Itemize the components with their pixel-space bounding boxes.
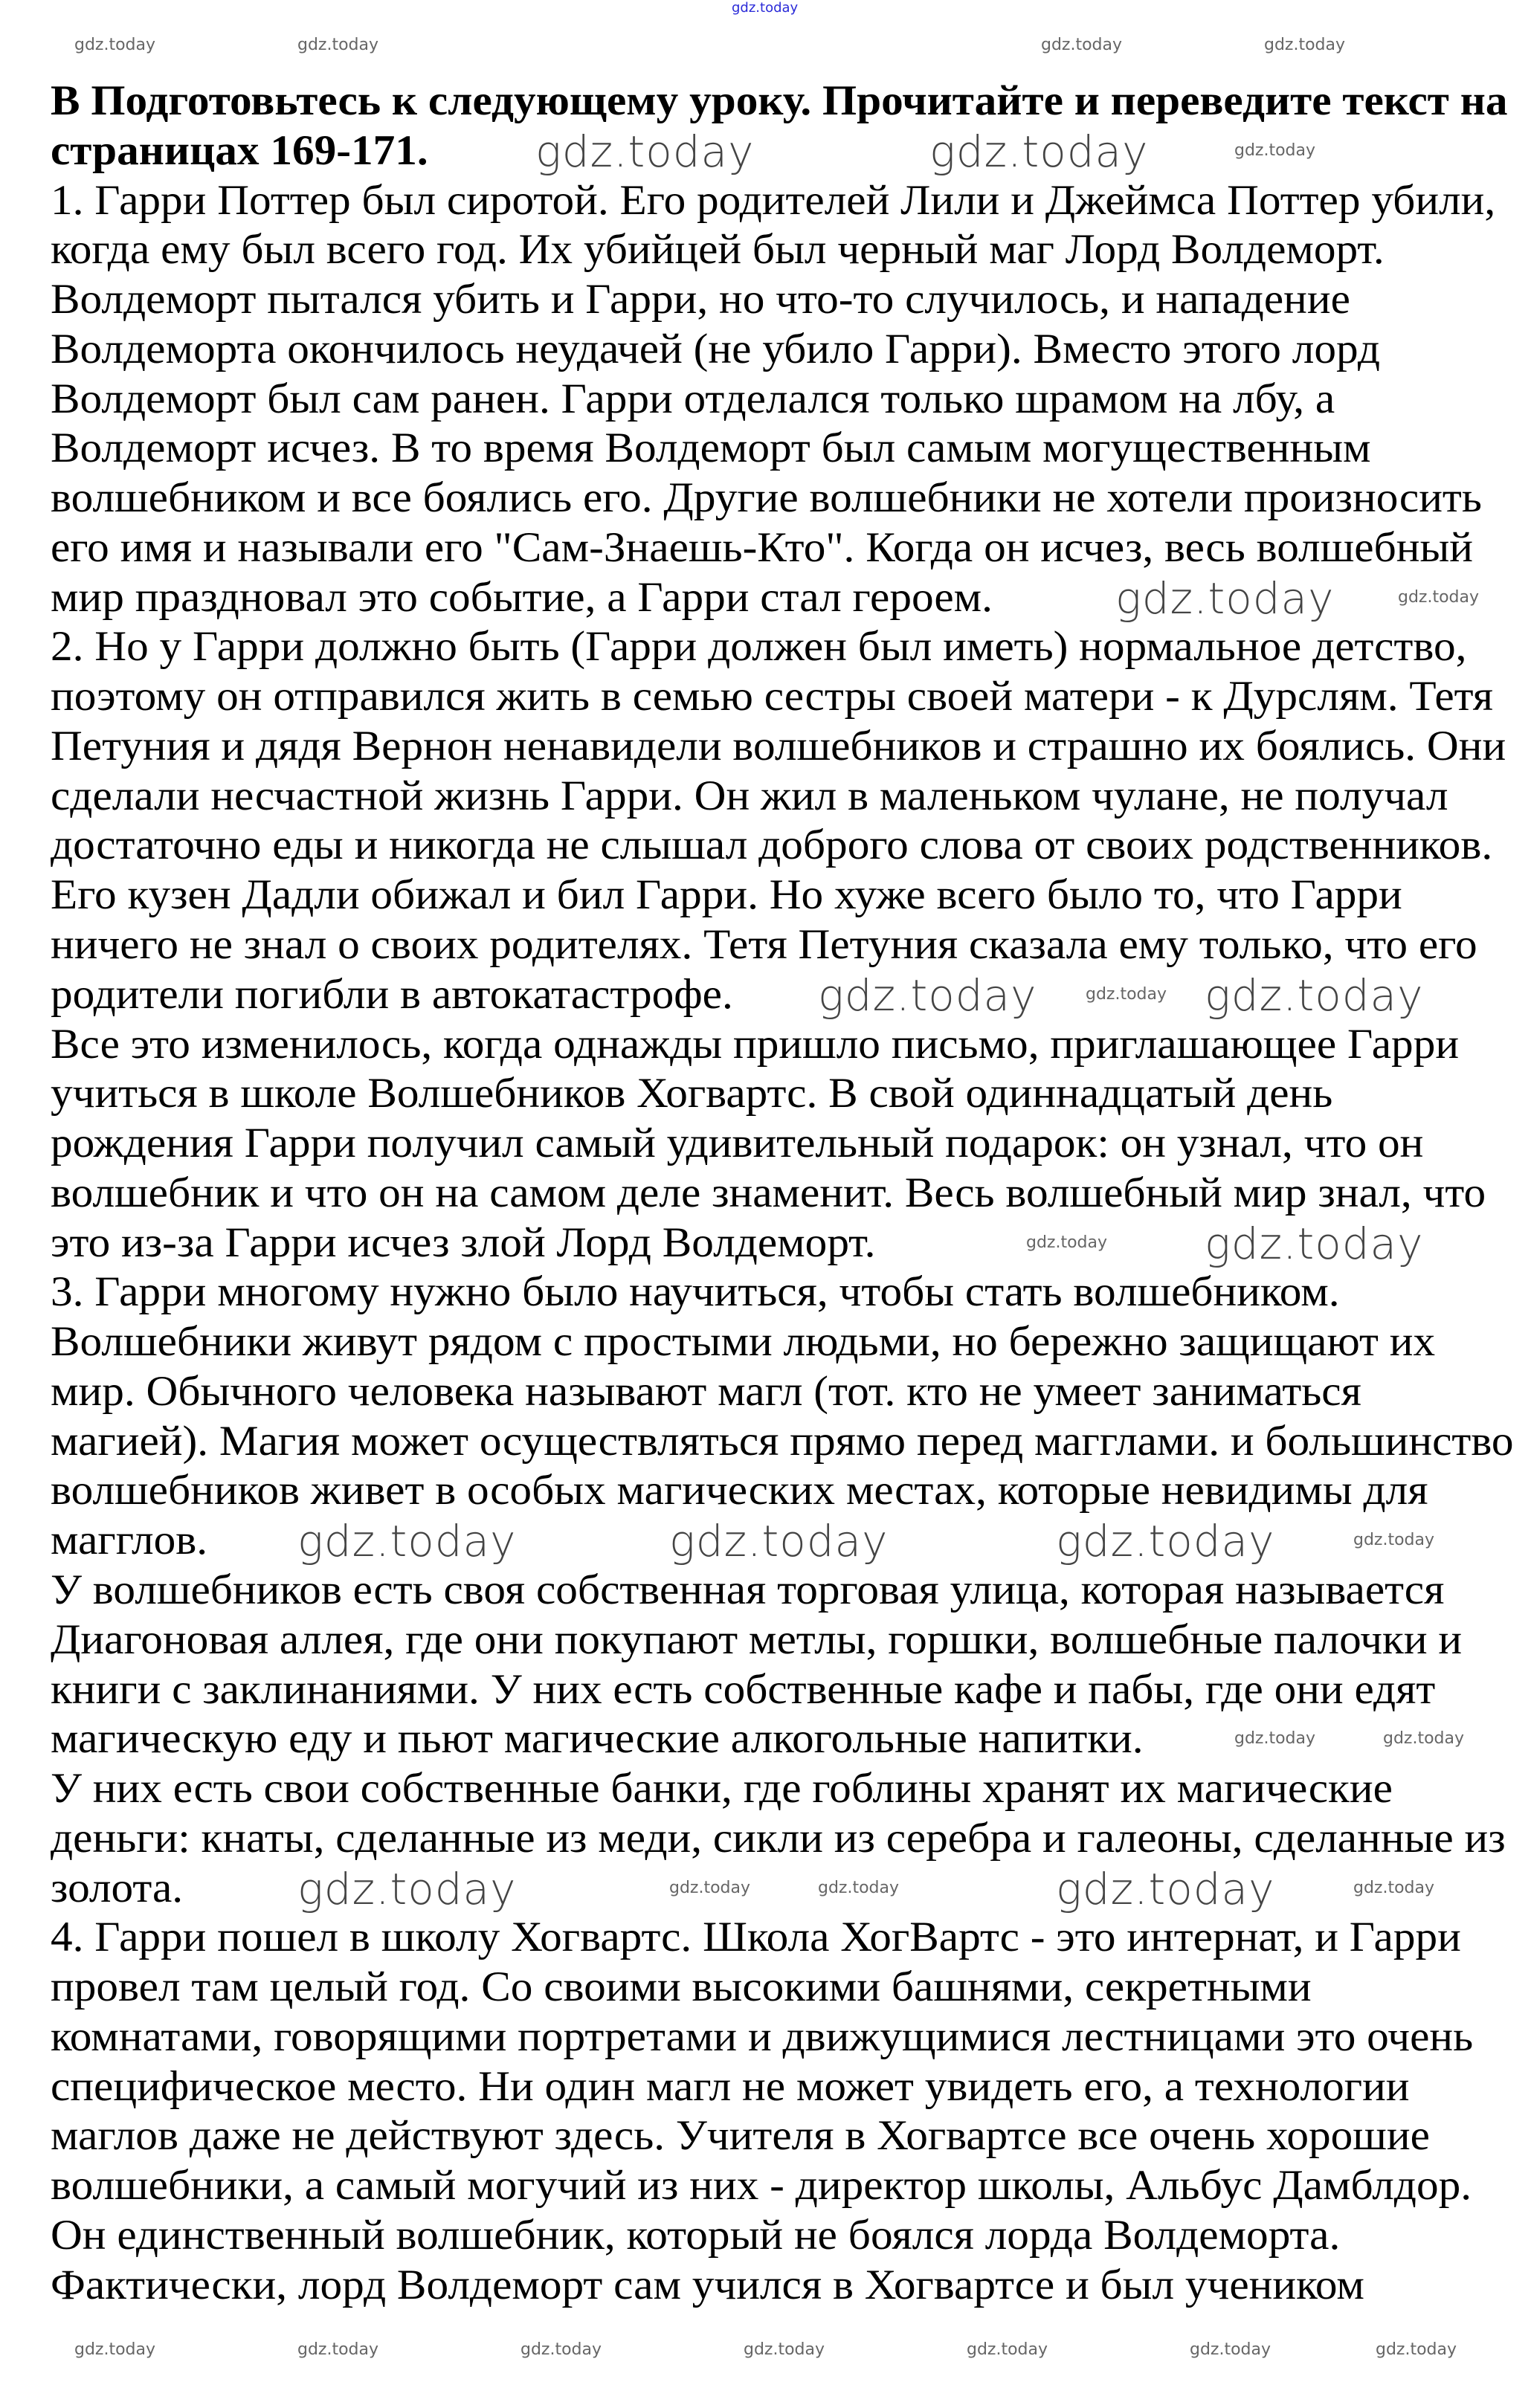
watermark: gdz.today [1234,1729,1316,1748]
text-line: Он единственный волшебник, который не боялся лорда Волдеморта. [51,2211,1341,2259]
text-line: волшебником и все боялись его. Другие волшебники не хотели произносить [51,474,1482,522]
text-line: Петуния и дядя Вернон ненавидели волшебников и страшно их боялись. Они [51,722,1506,769]
watermark: gdz.today [929,126,1149,177]
watermark: gdz.today [744,2340,825,2359]
text-line: магическую еду и пьют магические алкогольные напитки. [51,1715,1144,1763]
watermark: gdz.today [535,126,755,177]
watermark: gdz.today [1353,1879,1435,1897]
watermark: gdz.today [297,2340,379,2359]
text-line: Фактически, лорд Волдеморт сам учился в Хогвартсе и был учеником [51,2261,1364,2308]
text-line: рождения Гарри получил самый удивительный подарок: он узнал, что он [51,1120,1424,1167]
text-line: мир праздновал это событие, а Гарри стал героем. [51,573,993,621]
watermark: gdz.today [74,2340,156,2359]
watermark: gdz.today [1398,588,1480,607]
text-line: родители погибли в автокатастрофе. [51,970,733,1018]
watermark: gdz.today [297,1516,517,1566]
text-line: Все это изменилось, когда однажды пришло письмо, приглашающее Гарри [51,1020,1460,1068]
watermark: gdz.today [818,970,1037,1021]
text-line: это из-за Гарри исчез злой Лорд Волдеморт. [51,1218,876,1266]
watermark: gdz.today [1190,2340,1271,2359]
watermark: gdz.today [1205,1218,1424,1269]
text-line: 4. Гарри пошел в школу Хогвартс. Школа ХогВартс - это интернат, и Гарри [51,1914,1461,1961]
document-text [51,77,1514,2310]
text-line: маглов даже не действуют здесь. Учителя в Хогвартсе все очень хорошие [51,2112,1430,2160]
text-line: Волшебники живут рядом с простыми людьми, но бережно защищают их [51,1318,1436,1366]
watermark: gdz.today [297,36,379,54]
watermark: gdz.today [297,1864,517,1914]
watermark: gdz.today [1026,1233,1108,1252]
watermark: gdz.today [1353,1531,1435,1549]
text-line: деньги: кнаты, сделанные из меди, сикли из серебра и галеоны, сделанные из [51,1814,1506,1862]
text-line: сделали несчастной жизнь Гарри. Он жил в маленьком чулане, не получал [51,772,1448,819]
text-line: Диагоновая аллея, где они покупают метлы, горшки, волшебные палочки и [51,1615,1463,1663]
watermark: gdz.today [669,1879,751,1897]
text-line: 3. Гарри многому нужно было научиться, чтобы стать волшебником. [51,1268,1340,1316]
text-line: волшебников живет в особых магических местах, которые невидимы для [51,1467,1428,1514]
watermark: gdz.today [1056,1516,1275,1566]
watermark: gdz.today [1376,2340,1457,2359]
watermark: gdz.today [520,2340,602,2359]
text-line: волшебники, а самый могучий из них - директор школы, Альбус Дамблдор. [51,2162,1472,2210]
text-line: Его кузен Дадли обижал и бил Гарри. Но хуже всего было то, что Гарри [51,871,1402,919]
text-line: Волдеморта окончилось неудачей (не убило Гарри). Вместо этого лорд [51,325,1381,372]
text-line: достаточно еды и никогда не слышал доброго слова от своих родственников. [51,822,1493,869]
text-line: поэтому он отправился жить в семью сестры своей матери - к Дурслям. Тетя [51,673,1494,720]
title-line: страницах 169-171. [51,126,428,174]
watermark: gdz.today [1383,1729,1465,1748]
text-line: У них есть свои собственные банки, где гоблины хранят их магические [51,1765,1393,1813]
text-line: Волдеморт был сам ранен. Гарри отделался только шрамом на лбу, а [51,375,1335,422]
watermark: gdz.today [818,1879,900,1897]
text-line: Волдеморт пытался убить и Гарри, но что-то случилось, и нападение [51,276,1350,323]
text-line: мир. Обычного человека называют магл (тот. кто не умеет заниматься [51,1367,1361,1415]
title-line: В Подготовьтесь к следующему уроку. Прочитайте и переведите текст на [51,77,1508,124]
text-line: провел там целый год. Со своими высокими башнями, секретными [51,1963,1312,2011]
text-line: ничего не знал о своих родителях. Тетя Петуния сказала ему только, что его [51,921,1477,969]
watermark: gdz.today [1086,985,1167,1004]
text-line: 2. Но у Гарри должно быть (Гарри должен был иметь) нормальное детство, [51,623,1467,671]
text-line: 1. Гарри Поттер был сиротой. Его родителей Лили и Джеймса Поттер убили, [51,176,1496,224]
text-line: книги с заклинаниями. У них есть собственные кафе и пабы, где они едят [51,1665,1436,1713]
text-line: золота. [51,1864,184,1911]
text-line: учиться в школе Волшебников Хогвартс. В свой одиннадцатый день [51,1070,1333,1117]
text-line: У волшебников есть своя собственная торговая улица, которая называется [51,1566,1445,1613]
watermark: gdz.today [1234,141,1316,160]
watermark: gdz.today [1205,970,1424,1021]
text-line: Волдеморт исчез. В то время Волдеморт был самым могущественным [51,425,1371,472]
text-line: волшебник и что он на самом деле знаменит. Весь волшебный мир знал, что [51,1169,1486,1216]
watermark: gdz.today [1115,573,1335,624]
watermark: gdz.today [1056,1864,1275,1914]
watermark: gdz.today [1041,36,1123,54]
watermark: gdz.today [669,1516,889,1566]
text-line: магглов. [51,1517,208,1564]
watermark: gdz.today [967,2340,1048,2359]
text-line: специфическое место. Ни один магл не может увидеть его, а технологии [51,2062,1410,2110]
text-line: его имя и называли его "Сам-Знаешь-Кто". Когда он исчез, весь волшебный [51,523,1474,571]
watermark: gdz.today [1264,36,1346,54]
watermark: gdz.today [74,36,156,54]
text-line: магией). Магия может осуществляться прямо перед магглами. и большинство [51,1417,1514,1465]
watermark: gdz.today [732,0,799,16]
text-line: комнатами, говорящими портретами и движущимися лестницами это очень [51,2012,1474,2060]
text-line: когда ему был всего год. Их убийцей был черный маг Лорд Волдеморт. [51,226,1385,274]
